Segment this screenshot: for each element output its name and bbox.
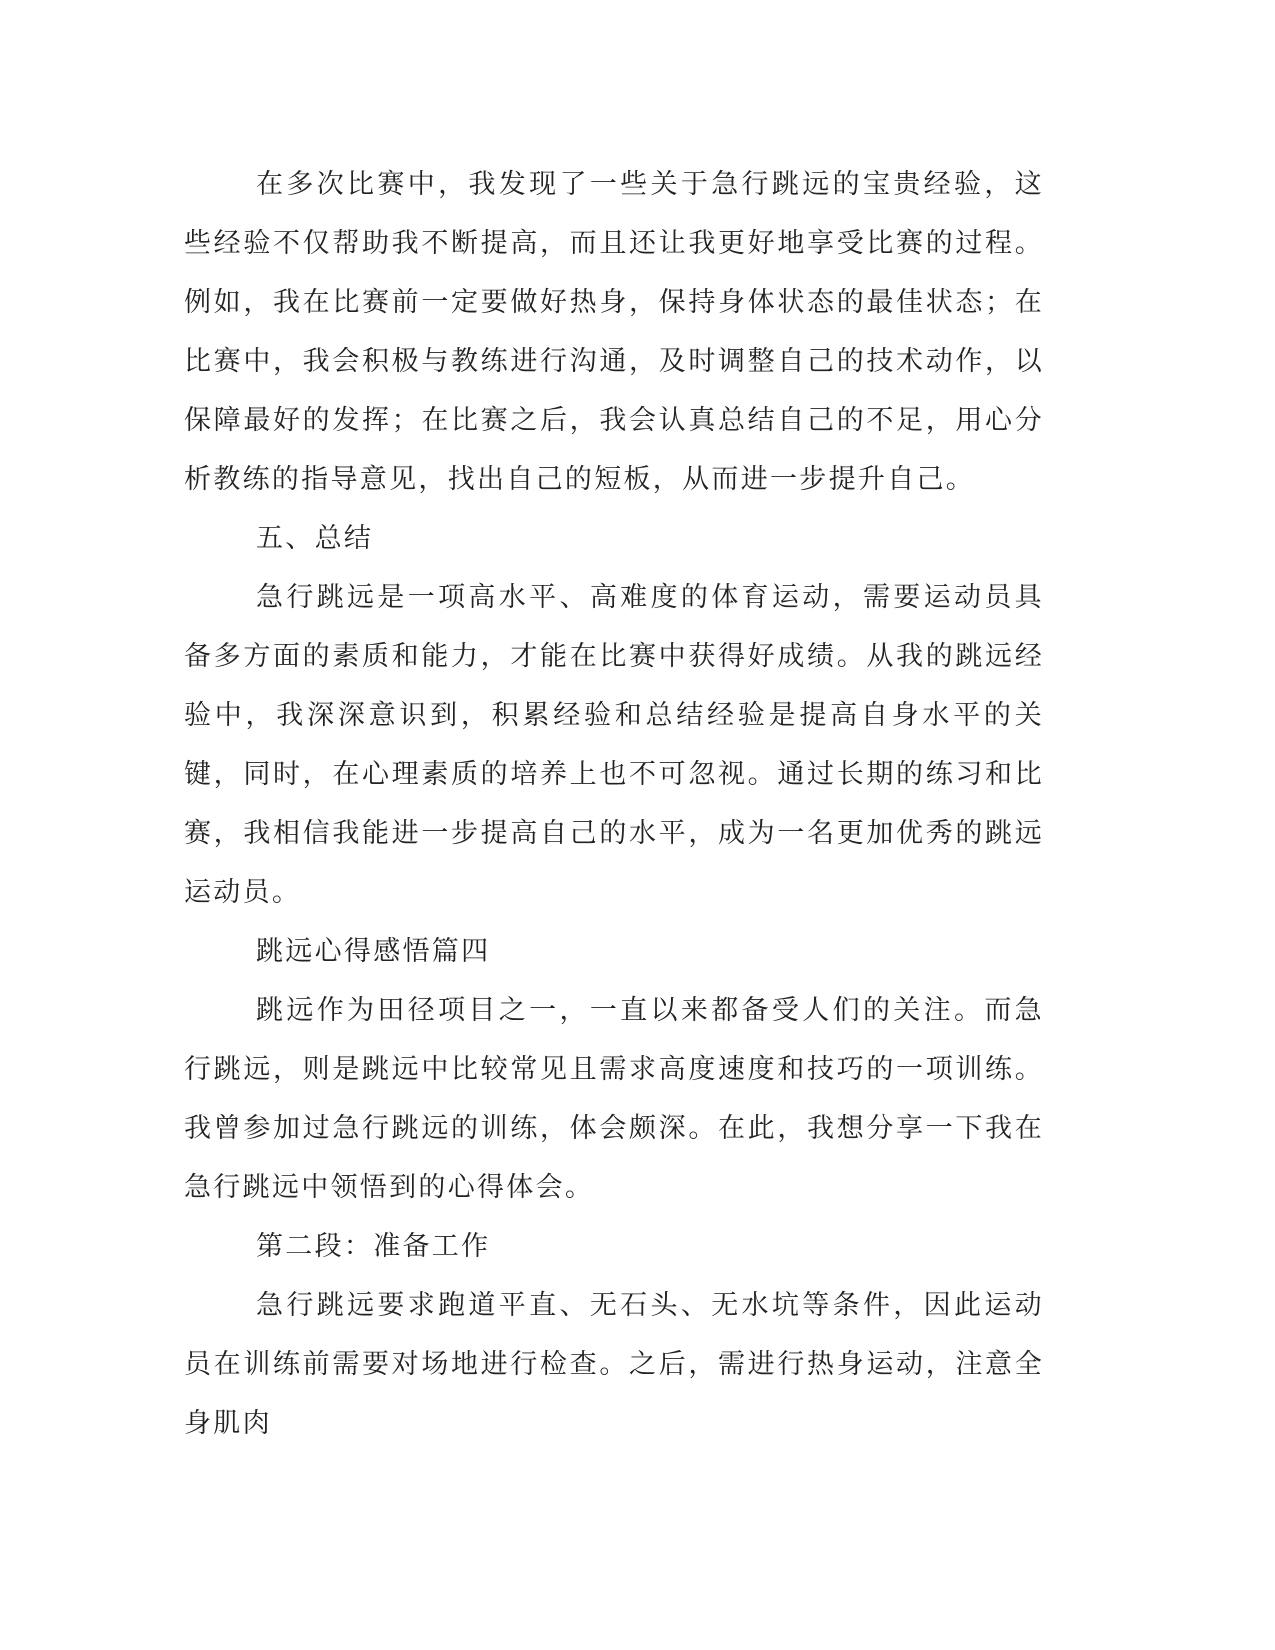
article-heading-part-four: 跳远心得感悟篇四 [256, 936, 491, 967]
paragraph-preparation: 急行跳远要求跑道平直、无石头、无水坑等条件，因此运动员在训练前需要对场地进行检查。之后，需进行热身运动，注意全身肌肉 [184, 1290, 1044, 1439]
paragraph-introduction: 跳远作为田径项目之一，一直以来都备受人们的关注。而急行跳远，则是跳远中比较常见且需求高度速度和技巧的一项训练。我曾参加过急行跳远的训练，体会颇深。在此，我想分享一下我在急行跳远中领悟到的心得体会。 [184, 995, 1044, 1203]
paragraph-summary: 急行跳远是一项高水平、高难度的体育运动，需要运动员具备多方面的素质和能力，才能在比赛中获得好成绩。从我的跳远经验中，我深深意识到，积累经验和总结经验是提高自身水平的关键，同时，在心理素质的培养上也不可忽视。通过长期的练习和比赛，我相信我能进一步提高自己的水平，成为一名更加优秀的跳远运动员。 [184, 582, 1044, 908]
section-heading-summary: 五、总结 [256, 523, 374, 554]
document-page [184, 155, 1044, 1453]
paragraph-competition-experience: 在多次比赛中，我发现了一些关于急行跳远的宝贵经验，这些经验不仅帮助我不断提高，而且还让我更好地享受比赛的过程。例如，我在比赛前一定要做好热身，保持身体状态的最佳状态；在比赛中，我会积极与教练进行沟通，及时调整自己的技术动作，以保障最好的发挥；在比赛之后，我会认真总结自己的不足，用心分析教练的指导意见，找出自己的短板，从而进一步提升自己。 [184, 169, 1044, 495]
section-heading-preparation: 第二段：准备工作 [256, 1231, 491, 1262]
